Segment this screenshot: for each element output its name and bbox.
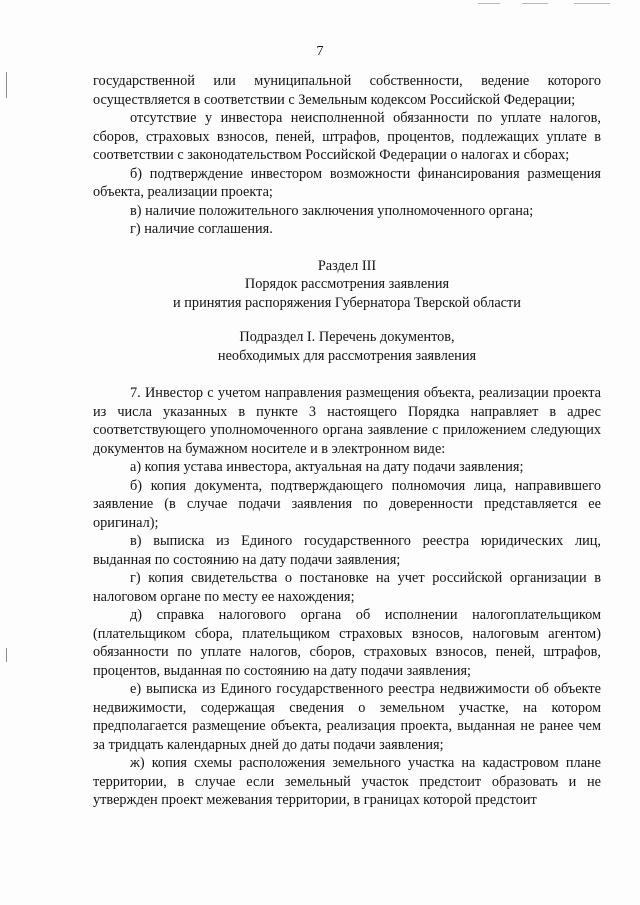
list-item-g: г) копия свидетельства о постановке на учет российской организации в налоговом органе по месту ее нахождения;: [93, 570, 601, 605]
section-number: Раздел III: [317, 257, 377, 274]
paragraph-7: 7. Инвестор с учетом направления размещения объекта, реализации проекта из числа указанных в пункте 3 настоящего Порядка направляет в адрес соответствующего уполномоченного органа заявление с приложением следующих документов на бумажном носителе и в электронном виде:: [93, 385, 601, 457]
paragraph: государственной или муниципальной собственности, ведение которого осуществляется в соответствии с Земельным кодексом Российской Федерации;: [93, 73, 601, 108]
list-item-g: г) наличие соглашения.: [130, 221, 273, 237]
list-item-d: д) справка налогового органа об исполнении налогоплательщиком (плательщиком сбора, плательщиком страховых взносов, налоговым агентом) обязанности по уплате налогов, сборов, страховых взносов, пеней, штрафов, процентов, выданная по состоянию на дату подачи заявления;: [93, 607, 601, 679]
document-body: [93, 72, 601, 810]
subsection-title-line2: необходимых для рассмотрения заявления: [217, 347, 477, 364]
scan-artifact: [574, 3, 610, 4]
list-item-zh: ж) копия схемы расположения земельного участка на кадастровом плане территории, в случае если земельный участок предстоит образовать и не утвержден проект межевания территории, в границах которой предстоит: [93, 755, 601, 808]
list-item-b: б) копия документа, подтверждающего полномочия лица, направившего заявление (в случае подачи заявления по доверенности представляется ее оригинал);: [93, 477, 601, 531]
list-item-v: в) наличие положительного заключения уполномоченного органа;: [130, 202, 534, 219]
list-item-v: в) выписка из Единого государственного реестра юридических лиц, выданная по состоянию на дату подачи заявления;: [93, 533, 601, 568]
list-item-b: б) подтверждение инвестором возможности финансирования размещения объекта, реализации проекта;: [93, 165, 601, 200]
scan-edge-mark: [6, 648, 7, 662]
section-title-line1: Порядок рассмотрения заявления: [244, 276, 450, 292]
section-title-line2: и принятия распоряжения Губернатора Тверской области: [173, 294, 521, 311]
scan-artifact: [522, 3, 548, 4]
list-item-e: е) выписка из Единого государственного реестра недвижимости об объекте недвижимости, содержащая сведения о земельном участке, на котором предполагается размещение объекта, реализация проекта, выданная не ранее чем за тридцать календарных дней до даты подачи заявления;: [93, 681, 601, 753]
subsection-title-line1: Подраздел I. Перечень документов,: [239, 329, 455, 345]
page-number: 7: [316, 44, 324, 59]
scan-artifact: [478, 3, 500, 4]
paragraph: отсутствие у инвестора неисполненной обязанности по уплате налогов, сборов, страховых взносов, пеней, штрафов, процентов, подлежащих уплате в соответствии с законодательством Российской Федерации о налогах и сборах;: [93, 110, 601, 163]
list-item-a: а) копия устава инвестора, актуальная на дату подачи заявления;: [130, 459, 524, 475]
scan-edge-mark: [6, 72, 7, 98]
